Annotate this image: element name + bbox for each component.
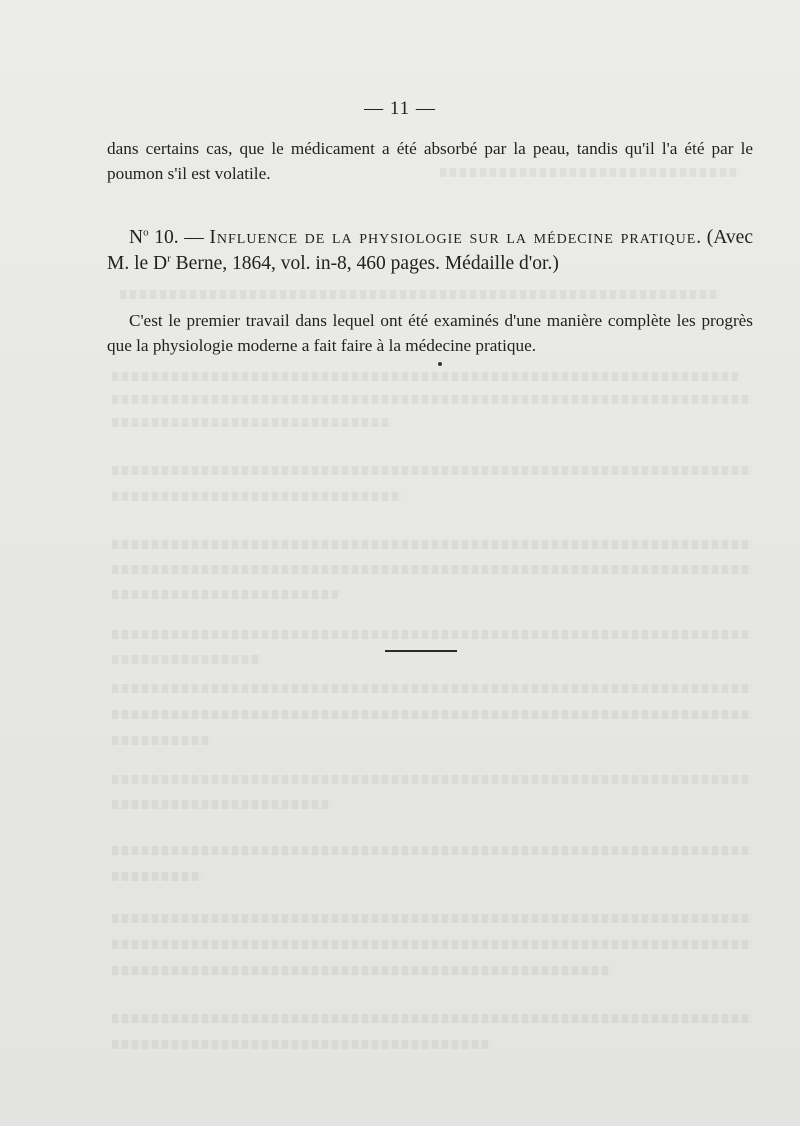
entry-number: 10. — [148,226,210,248]
entry-number-sup: o [143,226,149,238]
entry-no-10 [107,225,753,277]
doctor-sup: r [167,252,171,264]
entry-details: Berne, 1864, vol. in-8, 460 pages. Médaille d'or.) [170,252,559,274]
paragraph-description: C'est le premier travail dans lequel ont été examinés d'une manière complète les progrès que la physiologie moderne a fait faire à la médecine pratique. [107,311,753,355]
entry-title: Influence de la physiologie sur la médecine pratique [209,226,697,248]
page-number: — 11 — [364,98,436,119]
entry-after-title: . (Avec M. le D [107,226,753,274]
ink-speck [438,362,442,366]
paragraph-continuation: dans certains cas, que le médicament a été absorbé par la peau, tandis qu'il l'a été par le poumon s'il est volatile. [107,139,753,183]
section-divider-rule [385,650,457,652]
entry-number-prefix: N [129,226,144,248]
